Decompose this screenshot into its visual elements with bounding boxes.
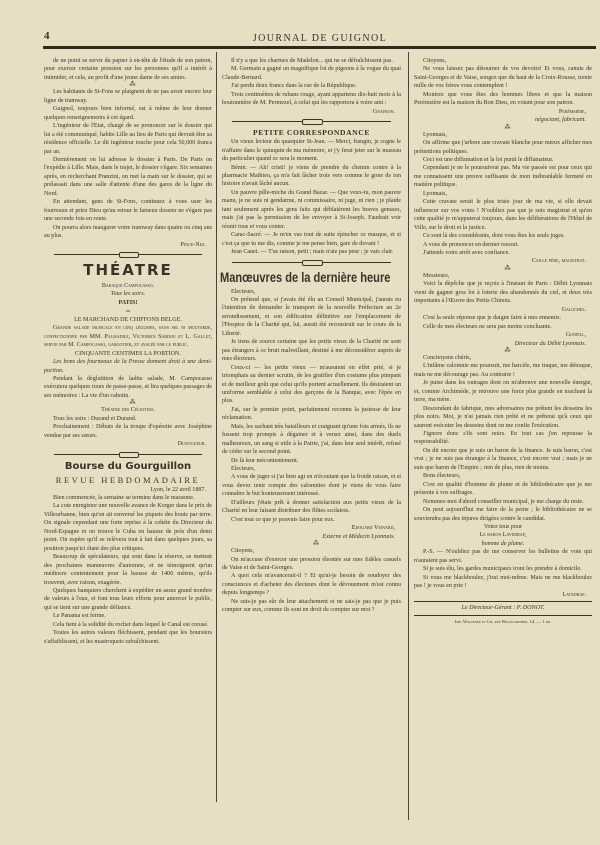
paragraph: Cela tient à la solidité du rocher dans lequel le Canal est creusé. xyxy=(53,621,209,628)
paragraph: L'infâme calomnie me poursuit, me harcèle, me traque, me détraque, mais ne me décourage pas. Au contraire ! xyxy=(414,363,592,378)
paragraph: Beaucoup de spéculateurs, qui sont dans la réserve, se mettent des prochaines manœuvres d'automne, et ne témoignent qu'un médiocre contentement pour la hausse de 1400 mètres, qu'ils trouvent, avec raison, exagérée. xyxy=(44,554,212,586)
paragraph: La cote enregistre une nouvelle avance de Korger dans le prix de Villeurbanne, bien qu'on ait renversé les piquets des bouts par terre. On signale cependant une forte reprise à la cohéte du Directeur du Nord-Espagne et on trouve le Cuba en hausse de près d'un demi point. On espère qu'il se relèvera tout à fait dans quelques jours, sa position jusqu'ici étant des plus critiques. xyxy=(44,503,212,552)
ornamental-divider xyxy=(54,451,202,458)
centered-line: PATIS! xyxy=(118,299,138,306)
centered-line: Votez tous pour xyxy=(483,524,523,531)
paragraph: J'ai perdu deux francs dans la rue de la République. xyxy=(231,83,357,90)
signature: Caille père, magistrat. xyxy=(531,258,586,265)
paragraph: Jean Canet. — T'as raison, petit ; mais n'aie pas peur ; je vais clair. xyxy=(231,249,394,256)
paragraph: Citoyens, xyxy=(423,58,447,64)
centered-line: Le Directeur-Gérant : P. DONOT. xyxy=(461,605,545,612)
ornamental-divider xyxy=(232,118,391,125)
paragraph: On dit encore que je suis un baron de la finance. Je suis baron, c'est vrai ; je ne suis pas étranger à la finance, c'est encore vrai ; mais je ne suis que baron de l'Empire ; rien de plus, rien de moins. xyxy=(414,447,592,471)
paragraph: Messieurs, xyxy=(423,272,450,279)
paragraph: Ce sont là des considérants, dont vous êtes les seuls juges. xyxy=(423,233,565,240)
signature: Externe et Médecin Lyonnais. xyxy=(322,533,395,540)
asterism-separator: ⁂ xyxy=(504,265,511,272)
paragraph: Toutes les autres valeurs fléchissent, pendant que les boursiers s'affaiblissent, et les mastroquets rafraîchissent. xyxy=(44,630,212,645)
paragraph: D'ailleurs j'étais prêt à donner satisfaction aux petits vieux de la Charité en leur faisant distribuer des flûtes scolaires. xyxy=(222,499,401,515)
rule-line xyxy=(414,601,592,602)
paragraph: Lyonnais, xyxy=(423,131,447,138)
paragraph: Grande salade musicale en cinq légumes, sans sel ni moutarde, confectionnée par MM. Palmadile, Victorien Sardou et L. Gallet, servie par M. Campocasso, gargotier, et avalée par le public. xyxy=(44,325,212,349)
signature: Gonpill, xyxy=(565,332,586,339)
paragraph: Un vieux lecteur du quarquier St-Jean. — Merci, frangin, je cogne le n'affaire dans le quinquin de ma mémoire, et j'y ferai jeter sur le museau du particulier quand ce sera le moment. xyxy=(222,139,401,163)
paragraph: Je puise dans les outrages dont on m'abreuve une nouvelle énergie, et, comme Archimède, je retrouve une force plus grande en touchant la terre, ma mère. xyxy=(414,380,592,404)
header-rule xyxy=(43,46,596,49)
paragraph: Les bons des fourneaux de la Presse donnent droit à une demi-portion. xyxy=(44,359,212,374)
asterism-separator: ⁂ xyxy=(504,347,511,354)
paragraph: Ceci est une diffamation et la loi punit le diffamateur. xyxy=(423,156,554,163)
paragraph: Ne vous laissez pas détourner de vos devoirs! Et vous, canuts de Saint-Georges et de Vaise, songez que du haut de la Croix-Rousse, trente mille de vos frères vous contemplent ! xyxy=(414,66,592,90)
paragraph: Je tiens de source certaine que les petits vieux de la Charité ne sont pas étrangers à ce bruit malveillant, destiné à me déconsidérer auprès de mes électeurs. xyxy=(222,339,401,363)
paragraph: Bénin. — Ah! cristi! je viens de prendre du chemin contre à la pharmacie Mathieu, ça m'a fait lâcher trois vers comme le gone de ton histoire n'avait lâché aucun. xyxy=(222,164,401,188)
paragraph: Il n'y a que les charmes de Madelon... qui ne se défraîchissent pas. xyxy=(231,58,393,64)
paragraph: Citoyens, xyxy=(231,548,255,555)
signature: Galoches. xyxy=(561,306,586,313)
asterism-separator: ⁂ xyxy=(129,400,136,407)
paragraph: On pourra alors inaugurer votre tramway dans quatre ou cinq ans au plus. xyxy=(44,224,212,240)
paragraph: A vous de juger si j'ai bien agi en n'écoutant que la froide raison, et si vous devez tenir compte des calomnies dont je viens de vous faire connaître le but honteusement intéressé. xyxy=(222,474,401,498)
paragraph: J'attends votre arrêt avec confiance. xyxy=(423,249,510,256)
paragraph: Les habitants de St-Fons se plaignent de ne pas avoir encore leur ligne de tramway. xyxy=(44,89,212,104)
paragraph: Descendant de fabrique, mes adversaires me prêtent les desseins les plus noirs. Moi, je n'ai jamais rien prêté et ne prêterai qu'à ceux qui sauront exécuter les desseins dont on me confie l'exécution. xyxy=(414,405,592,429)
paragraph: A quoi cela m'avancerait-il ? Et qu'ai-je besoin de soudoyer des consciences et d'acheter des électeurs dont le dévouement m'est connu depuis longtemps ? xyxy=(222,573,401,597)
paragraph: Tous les soirs : Durand et Durand. xyxy=(53,415,137,422)
paragraph: Dernièrement on lui adresse le dossier à Paris. De Paris on l'expédie à Lille. Mais, dans le trajet, le dossier s'égare. Six semaines après, en recherchant Pranzini, on met la main sur le dossier, qui se prélassait dans une salle d'attente d'une des gares de la ligne du Nord. xyxy=(44,156,212,197)
paragraph: A vous de prononcer en dernier ressort. xyxy=(423,241,519,248)
asterism-separator: ⁂ xyxy=(313,541,319,548)
section-heading: Bourse du Gourguillon xyxy=(64,460,192,472)
paragraph: Cependant je ne le poursuivrai pas. Ma vie passée est pour ceux qui me connaissent une preuve suffisante de mon inébranlable fermeté en matière politique. xyxy=(414,165,592,189)
centered-line: Baraque Campocasso. xyxy=(101,282,155,289)
paragraph: Bons électeurs, xyxy=(423,473,461,480)
paragraph: Voici la dépêche que je reçois à l'instant de Paris : Débit Lyonnais vient de gagner gros lot à loterie des abandonnés du ciel, et deux très importants à l'Œuvre des Petits Chinois. xyxy=(414,281,592,305)
column-divider xyxy=(408,52,409,820)
paragraph: On peut aujourd'hui me faire de la peine ; le bibliothécaire ne se souviendra pas des injures dirigées contre le candidat. xyxy=(414,507,592,522)
section-heading: Manœuvres de la dernière heure xyxy=(220,269,391,285)
signature: Directeur du Débit Lyonnais. xyxy=(514,340,586,347)
masthead-title: JOURNAL DE GUIGNOL xyxy=(252,33,388,44)
paragraph: Lyonnais, xyxy=(423,190,447,197)
paragraph: Nommez-moi d'abord conseiller municipal, je me charge du reste. xyxy=(423,498,584,505)
paragraph: J'ignore donc s'ils sont noirs. En tout cas j'en repousse la responsabilité. xyxy=(414,431,592,446)
signature: Lavedrap. xyxy=(562,591,586,598)
paragraph: Guignol, toujours bien informé, est à même de leur donner quelques renseignements à cet égard. xyxy=(44,106,212,121)
paragraph: Le Panama est ferme. xyxy=(53,613,106,620)
paragraph: Si vous me blackboulez, j'irai moi-même. Mais ne me blackboulez pas ! je vous en prie ! xyxy=(414,574,592,590)
centered-line: Imp. Waltener et Cie, rue Bellecordière, 14. — 1 pm. xyxy=(454,618,552,624)
paragraph: Un pauvre pille-miche du Grand Bazar. — Que veux-tu, mon pauvre manu, je ne suis ni gendarme, ni commissaire, ni juge, ni rien ; je plaide tant seulement après les gens faits qui déblatèrent les braves gensses, mais j'ai pas la permission de les envoyer à St-Joseph. Faudrait voir réunir tous et vous conter. xyxy=(222,189,401,230)
centered-line: homme de plume. xyxy=(481,540,525,547)
paragraph: C'est en qualité d'homme de plume et de bibliothécaire que je me présente à vos suffrages. xyxy=(414,481,592,497)
paragraph: C'est tout ce que je pouvais faire pour eux. xyxy=(231,516,335,523)
column-divider xyxy=(216,52,217,802)
asterism-separator: ⁂ xyxy=(129,82,136,89)
paragraph: Mais, les sachant très batailleurs et craignant qu'une fois armés, ils ne fussent trop prompts à dégainer et à verser ainsi, dans des duels malheureux, un sang si utile à la Patrie, j'ai, dans leur seul intérêt, refusé de céder sur le second point. xyxy=(222,423,401,456)
paragraph: Carac-Sacré. — Je m'en vas tout de suite épincher ce masque, et si c'est ça que tu me dis, comme je me pense bien, gare de devant ! xyxy=(222,232,401,247)
section-heading: REVUE HEBDOMADAIRE xyxy=(55,474,201,485)
paragraph: Ceux-ci — les petits vieux — m'auraient en effet prié, si je triomphais au dernier scrutin, de les gratifier d'un costume plus pimpant et de meilleur goût que celui qu'ils portent actuellement. Ils désiraient un uniforme semblable à celui des garçons de la Banque, avec l'épée en plus. xyxy=(222,364,401,405)
centered-line: Le baron Lavedrap, xyxy=(479,532,527,539)
paragraph: Ne suis-je pas sûr de leur attachement et ne sais-je pas que je puis compter sur eux, comme ils sont en droit de compter sur moi ? xyxy=(222,598,401,614)
ornamental-divider xyxy=(232,259,391,266)
page-number: 4 xyxy=(44,30,50,42)
paragraph: Quelques banquiers cherchent à expédier un assez grand nombre de valeurs à l'eau, et font tous leurs efforts pour amorcer le public, qui se tient sur une grande défiance. xyxy=(44,588,212,611)
paragraph: Cette cravate serait le plus triste jour de ma vie, si elle devait influencer sur vos votes ! N'oubliez pas que je suis magistrat et qu'en cette qualité je m'appuierai toujours, dans les délibérations de l'Hôtel de Ville, sur le droit et la justice. xyxy=(414,199,592,231)
centered-line: Tous les soirs. xyxy=(110,291,146,298)
column-2 xyxy=(222,57,401,615)
centered-line: Théatre des Célestins. xyxy=(101,407,155,414)
asterism-separator: ⁂ xyxy=(504,124,511,131)
paragraph: En attendant, gens de St-Fons, continuez à vous user les fourreaux et priez Dieu qu'au retour le fameux dossier ne s'égare pas une seconde fois en route. xyxy=(44,199,212,223)
centered-line: LE MARCHAND DE CHIFFONS BELGE. xyxy=(74,316,182,323)
paragraph: Electeurs, xyxy=(231,288,256,295)
paragraph: Montrez que vous êtes des hommes libres et que la maison Perémsière est la maison du Bon Dieu, en votant pour son patron. xyxy=(414,91,592,107)
column-3 xyxy=(414,57,592,626)
paragraph: Electeurs, xyxy=(231,466,256,473)
paragraph: De là leur mécontentement. xyxy=(231,457,299,464)
signature: négociant, fabricant. xyxy=(535,117,586,124)
signature: Pince-Nez. xyxy=(180,241,206,248)
paragraph: Concitoyens chéris, xyxy=(423,354,472,361)
paragraph: Si je suis élu, les gardes municipaux iront les prendre à domicile. xyxy=(423,566,582,573)
paragraph: Pendant la déglutition de ladite salade, M. Campocasso exécutera quelques tours de passe-passe, et lira quelques passages de ses mémoires : La vie d'un cabotin. xyxy=(44,375,212,399)
paragraph: On m'accuse d'exercer une pression éhontée sur mes fidèles casuels de Vaise et de Saint-Georges. xyxy=(222,556,401,572)
paragraph: Bien commencée, la semaine se termine dans le marasme. xyxy=(53,495,195,502)
signature: Lyon, le 22 avril 1887. xyxy=(150,486,206,493)
section-heading: PETITE CORRESPONDANCE xyxy=(252,128,371,138)
paragraph: On affirme que j'arbore une cravate blanche pour mieux afficher mes prétentions politiques. xyxy=(414,140,592,155)
signature: Dunogueur. xyxy=(177,441,206,448)
signature: Gnafron. xyxy=(372,108,395,115)
paragraph: M. Germain a gagné un magnifique lot de pigeons à la vogue du quai Claude-Bernard. xyxy=(222,66,401,81)
signature: Edouard Veinard, xyxy=(351,525,395,532)
section-heading: THÉATRE xyxy=(83,260,173,279)
paragraph: L'ingénieur de l'Etat, chargé de se prononcer sur le dossier qui lui a été communiqué, habite Lille au lieu de Paris qui devrait être sa résidence officielle. Le dit ingénieur touche pour cela 50,000 francs par an. xyxy=(44,123,212,155)
centered-line: ou xyxy=(125,308,131,314)
paragraph: Celle de mes électeurs ne sera pas moins concluante. xyxy=(423,323,552,330)
paragraph: de ne point se servir du papier à en-tête de l'étude de son patron, pour exercer certaine pression sur les personnes qu'il a intérêt à intimider, et cela, au profit d'une jeune dame de ses amies. xyxy=(44,58,212,81)
signature: Perémsière, xyxy=(558,108,586,115)
paragraph: Prochainement : Débuts de la troupe d'opérette avec Joséphine vendue par ses sœurs. xyxy=(44,424,212,439)
paragraph: J'ai, sur le premier point, parfaitement reconnu la justesse de leur réclamation. xyxy=(222,406,401,422)
centered-line: CINQUANTE CENTIMES LA PORTION. xyxy=(75,350,181,357)
ornamental-divider xyxy=(54,251,202,258)
paragraph: P.-S. — N'oubliez pas de me conserver les bulletins de vote qui n'auraient pas servi. xyxy=(414,549,592,564)
paragraph: Trois centimètres de rubans rouge, ayant appartenu dix-huit mois à la boutonnière de M. Permezel, à celui qui les rapportera à votre ami : xyxy=(222,91,401,107)
rule-line xyxy=(414,615,592,616)
column-1 xyxy=(44,57,212,646)
paragraph: On prétend que, si j'avais été élu au Conseil Municipal, j'aurais eu l'intention de demander le transport de la nouvelle Préfecture au 2e arrondissement, et son édification définitive sur l'emplacement de l'Hospice de la Charité qui, lui, aurait été reconstruit sur le cours de la Liberté. xyxy=(222,296,401,337)
paragraph: C'est la seule réponse que je daigne faire à mes ennemis. xyxy=(423,315,561,322)
